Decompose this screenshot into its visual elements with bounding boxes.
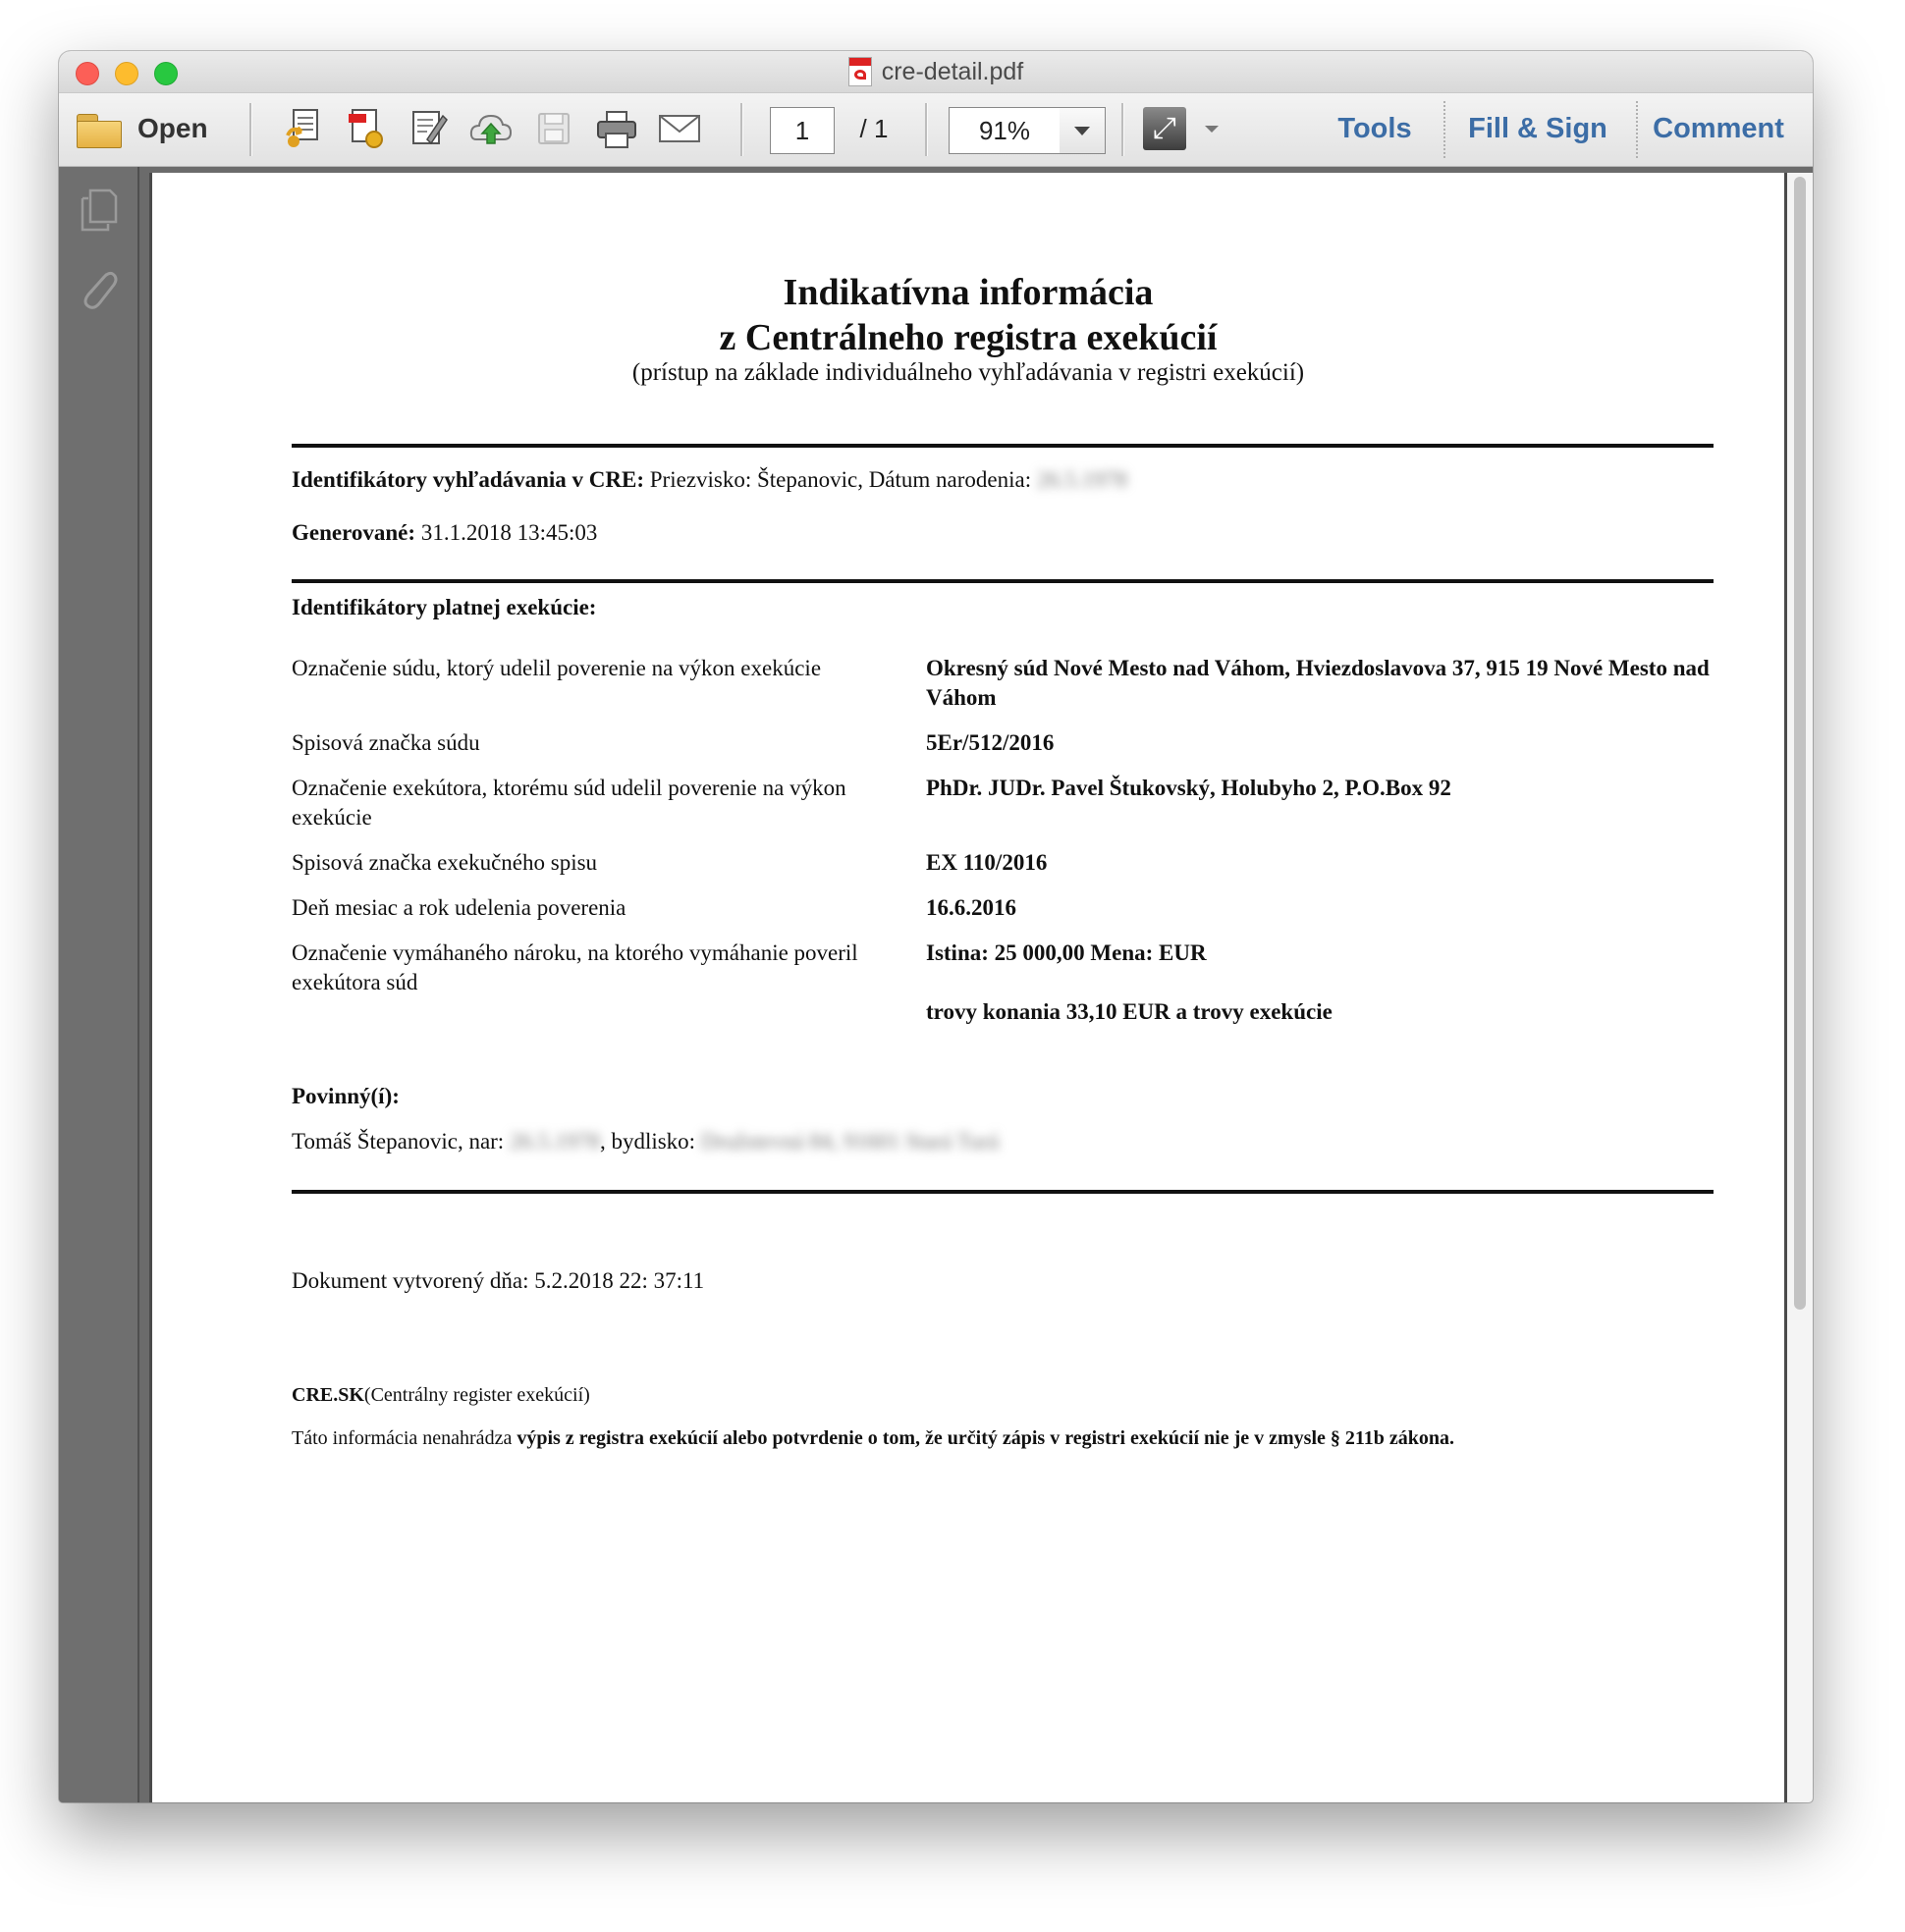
obligor-birth-redacted: 26.5.1978 <box>509 1129 600 1154</box>
pdf-file-icon <box>848 57 872 86</box>
row-value-claim: Istina: 25 000,00 Mena: EUR <box>926 940 1207 965</box>
zoom-value: 91% <box>950 108 1061 153</box>
window-title-text: cre-detail.pdf <box>881 57 1024 85</box>
horizontal-rule <box>292 1190 1714 1194</box>
birth-date-redacted: 26.5.1978 <box>1036 467 1127 492</box>
row-label-court: Označenie súdu, ktorý udelil poverenie na výkon exekúcie <box>292 656 822 680</box>
pdf-page <box>149 173 1787 1802</box>
footer-brand-subtitle: (Centrálny register exekúcií) <box>363 1384 590 1406</box>
document-subtitle: (prístup na základe individuálneho vyhľadávania v registri exekúcií) <box>631 359 1305 386</box>
row-value-claim-costs: trovy konania 33,10 EUR a trovy exekúcie <box>926 999 1333 1024</box>
toolbar-separator <box>249 103 252 156</box>
document-viewport[interactable] <box>139 167 1813 1802</box>
title-bar <box>59 51 1813 93</box>
fill-sign-button[interactable]: Fill & Sign <box>1468 112 1607 144</box>
valid-identifiers-heading: Identifikátory platnej exekúcie: <box>292 595 597 619</box>
row-value-executor: PhDr. JUDr. Pavel Štukovský, Holubyho 2, P.O.Box 92 <box>926 776 1451 800</box>
row-value-court: Okresný súd Nové Mesto nad Váhom, Hviezdoslavova 37, 915 19 Nové Mesto nad Váhom <box>926 656 1710 710</box>
zoom-select[interactable] <box>949 107 1106 154</box>
print-button[interactable] <box>593 105 640 152</box>
comment-button[interactable]: Comment <box>1653 112 1784 144</box>
obligor-line <box>292 1129 999 1154</box>
printer-icon <box>594 106 639 151</box>
page-thumbnails-icon[interactable] <box>77 187 120 234</box>
row-label-authorization-date: Deň mesiac a rok udelenia poverenia <box>292 895 626 920</box>
create-pdf-icon <box>282 106 327 151</box>
toolbar-separator <box>1121 103 1124 156</box>
row-label-court-ref: Spisová značka súdu <box>292 730 480 755</box>
footer-brand: CRE.SK <box>292 1384 364 1406</box>
export-pdf-icon <box>343 106 388 151</box>
edit-pdf-icon <box>406 106 451 151</box>
toolbar-separator <box>740 103 743 156</box>
search-identifiers-text: Priezvisko: Štepanovic, Dátum narodenia: <box>649 467 1032 492</box>
more-tools-dropdown[interactable] <box>1202 105 1222 152</box>
row-label-executor-ref: Spisová značka exekučného spisu <box>292 850 598 875</box>
obligor-heading: Povinný(í): <box>292 1084 400 1108</box>
zoom-dropdown-button[interactable] <box>1060 108 1105 153</box>
horizontal-rule <box>292 444 1714 448</box>
upload-button[interactable] <box>467 105 515 152</box>
open-button-label: Open <box>137 113 208 143</box>
document-title-line-2: z Centrálneho registra exekúcií <box>719 317 1218 358</box>
horizontal-rule <box>292 579 1714 583</box>
obligor-name: Tomáš Štepanovic, nar: <box>292 1129 505 1154</box>
footer-disclaimer <box>292 1427 1454 1450</box>
generated-label: Generované: <box>292 520 416 545</box>
pdf-viewer-window <box>59 51 1813 1802</box>
document-title-line-1: Indikatívna informácia <box>783 272 1154 313</box>
page-total-label: / 1 <box>859 113 889 143</box>
footer-disclaimer-plain: Táto informácia nenahrádza <box>292 1427 517 1449</box>
save-button[interactable] <box>530 105 577 152</box>
obligor-address-label: , bydlisko: <box>599 1129 696 1154</box>
toolbar-separator <box>925 103 928 156</box>
footer-brand-line <box>292 1384 590 1407</box>
vertical-scrollbar[interactable] <box>1787 173 1813 1802</box>
tools-button[interactable]: Tools <box>1337 112 1412 144</box>
chevron-down-icon <box>1074 127 1090 135</box>
toolbar <box>59 93 1813 167</box>
row-value-authorization-date: 16.6.2016 <box>926 895 1016 920</box>
attachments-paperclip-icon[interactable] <box>77 265 120 312</box>
edit-pdf-button[interactable] <box>405 105 452 152</box>
document-created-line: Dokument vytvorený dňa: 5.2.2018 22: 37:11 <box>292 1268 705 1293</box>
row-label-executor: Označenie exekútora, ktorému súd udelil poverenie na výkon exekúcie <box>292 776 846 830</box>
search-identifiers-label: Identifikátory vyhľadávania v CRE: <box>292 467 645 492</box>
cloud-upload-icon <box>468 106 514 151</box>
full-screen-button[interactable] <box>1141 105 1188 152</box>
expand-arrows-icon: ⤢ <box>1143 107 1186 150</box>
row-value-court-ref: 5Er/512/2016 <box>926 730 1055 755</box>
open-button[interactable] <box>77 105 234 152</box>
obligor-address-redacted: Družstevná 84, 91601 Stará Turá <box>700 1129 1000 1154</box>
window-title <box>59 51 1813 92</box>
save-icon <box>531 106 576 151</box>
search-identifiers-line <box>292 467 1127 493</box>
email-button[interactable] <box>656 105 703 152</box>
envelope-icon <box>657 106 702 151</box>
generated-value: 31.1.2018 13:45:03 <box>420 520 598 545</box>
footer-disclaimer-bold: výpis z registra exekúcií alebo potvrdenie o tom, že určitý zápis v registri exekúcií nie je v zmysle § 211b zákona. <box>517 1427 1455 1449</box>
navigation-pane <box>59 167 139 1802</box>
folder-icon <box>77 111 122 146</box>
scrollbar-thumb[interactable] <box>1794 177 1806 1310</box>
row-label-claim: Označenie vymáhaného nároku, na ktorého vymáhanie poveril exekútora súd <box>292 940 858 994</box>
create-pdf-button[interactable] <box>281 105 328 152</box>
export-pdf-button[interactable] <box>342 105 389 152</box>
page-number-input[interactable]: 1 <box>770 107 835 154</box>
row-value-executor-ref: EX 110/2016 <box>926 850 1048 875</box>
chevron-down-icon <box>1205 126 1219 133</box>
generated-line <box>292 520 597 546</box>
